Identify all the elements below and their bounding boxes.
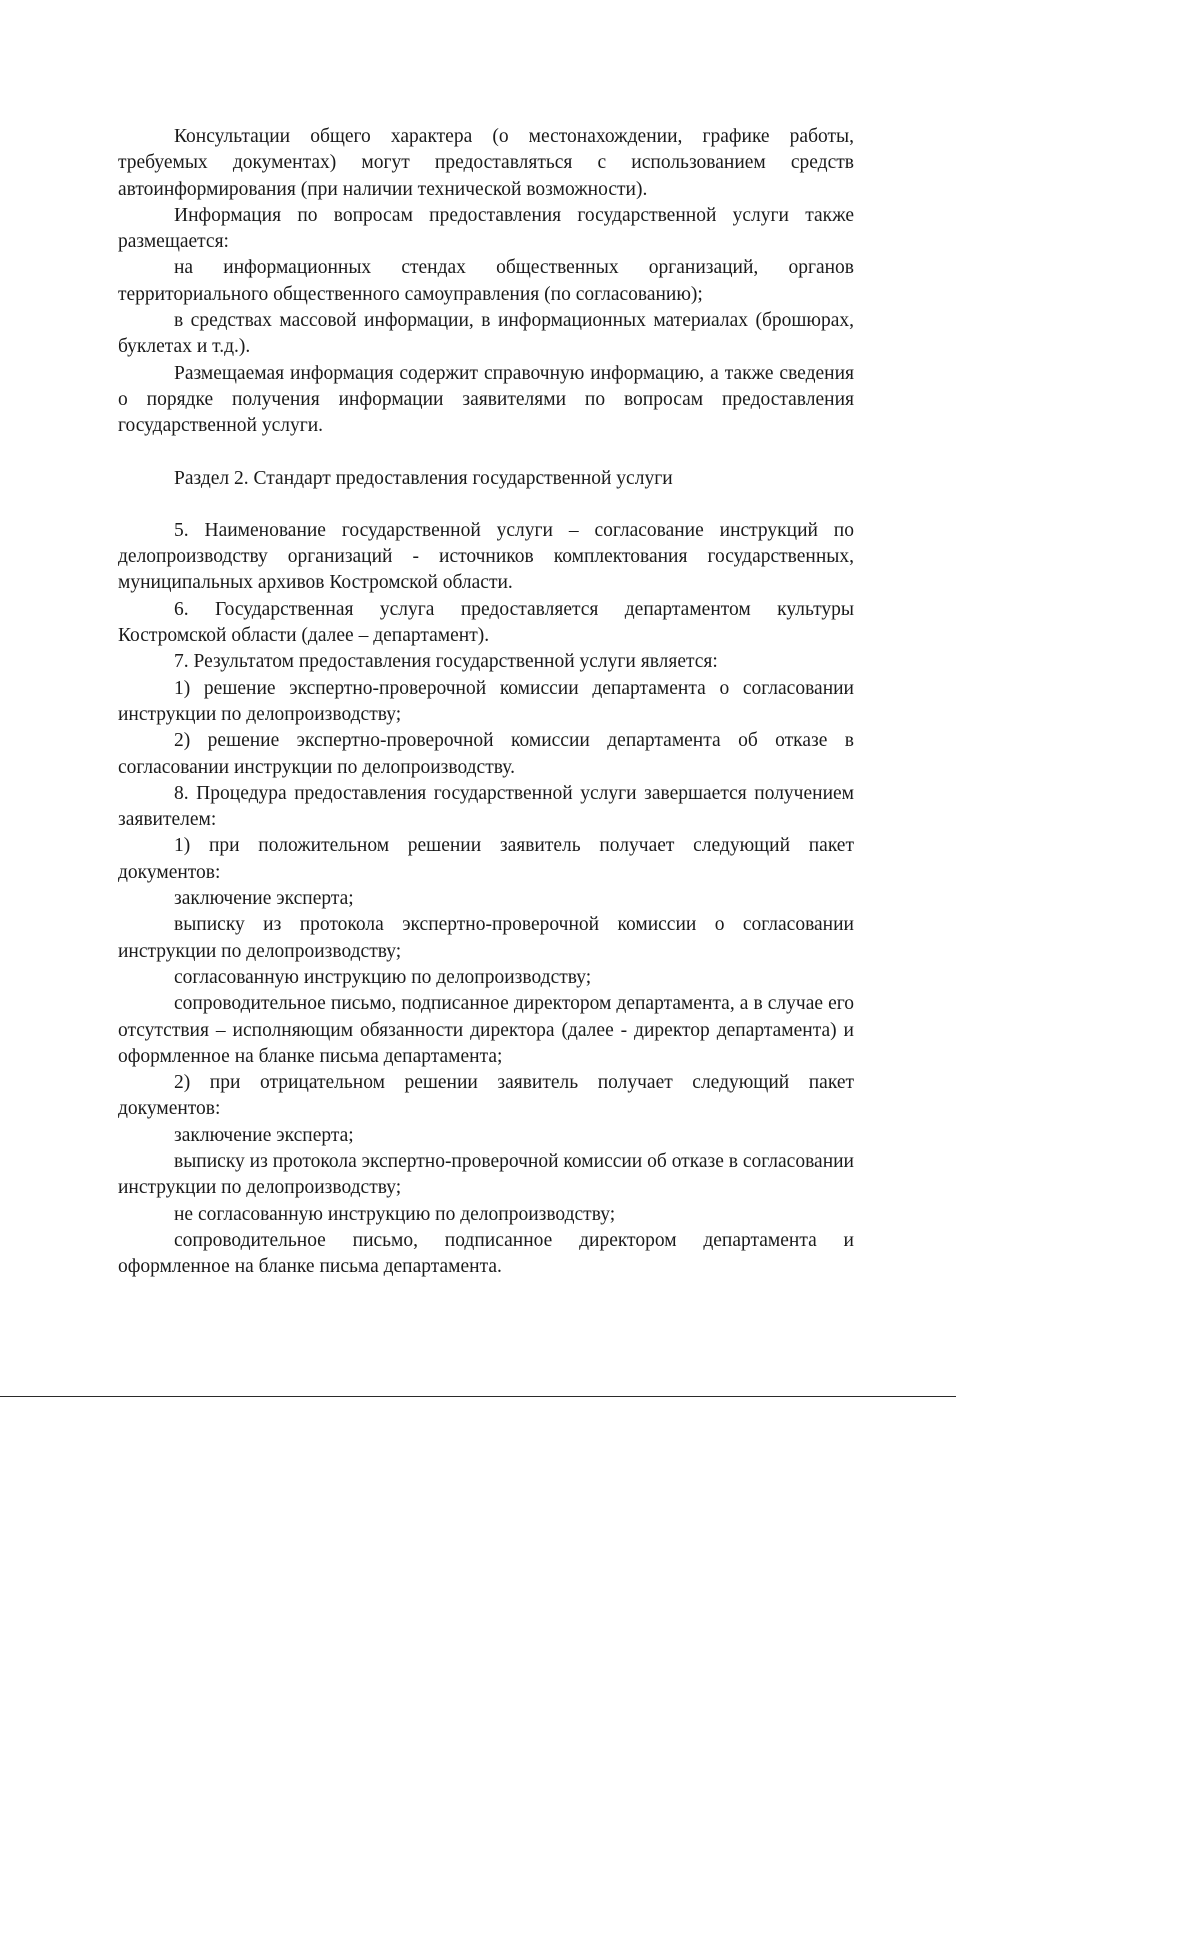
list-item-unapproved-instruction: не согласованную инструкцию по делопроизводству; (174, 1203, 616, 1225)
list-item-cover-letter: сопроводительное письмо, подписанное директором департамента, а в случае его отсутствия – исполняющим обязанности директора (далее - директор департамента) и оформленное на бланке письма департамента; (118, 993, 854, 1067)
document-body (118, 124, 854, 1280)
list-item-approved-instruction: согласованную инструкцию по делопроизводству; (174, 966, 592, 988)
list-item-expert-conclusion: заключение эксперта; (174, 888, 354, 910)
paragraph-info-stands: на информационных стендах общественных организаций, органов территориального общественного самоуправления (по согласованию); (118, 257, 854, 305)
page-bottom-rule (0, 1396, 956, 1397)
paragraph-item-7-2: 2) решение экспертно-проверочной комиссии департамента об отказе в согласовании инструкции по делопроизводству. (118, 730, 854, 778)
paragraph-item-8-2: 2) при отрицательном решении заявитель получает следующий пакет документов: (118, 1072, 854, 1120)
list-item-expert-conclusion: заключение эксперта; (174, 1124, 354, 1146)
paragraph-consultations: Консультации общего характера (о местонахождении, графике работы, требуемых документах) могут предоставляться с использованием средств автоинформирования (при наличии технической возможности). (118, 126, 854, 200)
list-item-protocol-extract-approval: выписку из протокола экспертно-проверочной комиссии о согласовании инструкции по делопроизводству; (118, 914, 854, 962)
paragraph-item-7-1: 1) решение экспертно-проверочной комиссии департамента о согласовании инструкции по делопроизводству; (118, 677, 854, 725)
paragraph-mass-media: в средствах массовой информации, в информационных материалах (брошюрах, буклетах и т.д.). (118, 310, 854, 358)
paragraph-info-placement: Информация по вопросам предоставления государственной услуги также размещается: (118, 204, 854, 253)
spacer (118, 492, 854, 518)
paragraph-item-5: 5. Наименование государственной услуги – согласование инструкций по делопроизводству организаций - источников комплектования государственных, муниципальных архивов Костромской области. (118, 519, 854, 594)
list-item-protocol-extract-refusal: выписку из протокола экспертно-проверочной комиссии об отказе в согласовании инструкции по делопроизводству; (118, 1150, 854, 1199)
paragraph-item-8-1: 1) при положительном решении заявитель получает следующий пакет документов: (118, 835, 854, 883)
paragraph-info-content: Размещаемая информация содержит справочную информацию, а также сведения о порядке получения информации заявителями по вопросам предоставления государственной услуги. (118, 362, 854, 437)
paragraph-item-7: 7. Результатом предоставления государственной услуги является: (174, 651, 718, 673)
paragraph-item-8: 8. Процедура предоставления государственной услуги завершается получением заявителем: (118, 782, 854, 831)
paragraph-item-6: 6. Государственная услуга предоставляется департаментом культуры Костромской области (далее – департамент). (118, 598, 854, 647)
list-item-cover-letter: сопроводительное письмо, подписанное директором департамента и оформленное на бланке письма департамента. (118, 1229, 854, 1278)
section-heading: Раздел 2. Стандарт предоставления государственной услуги (174, 467, 673, 489)
spacer (118, 440, 854, 466)
